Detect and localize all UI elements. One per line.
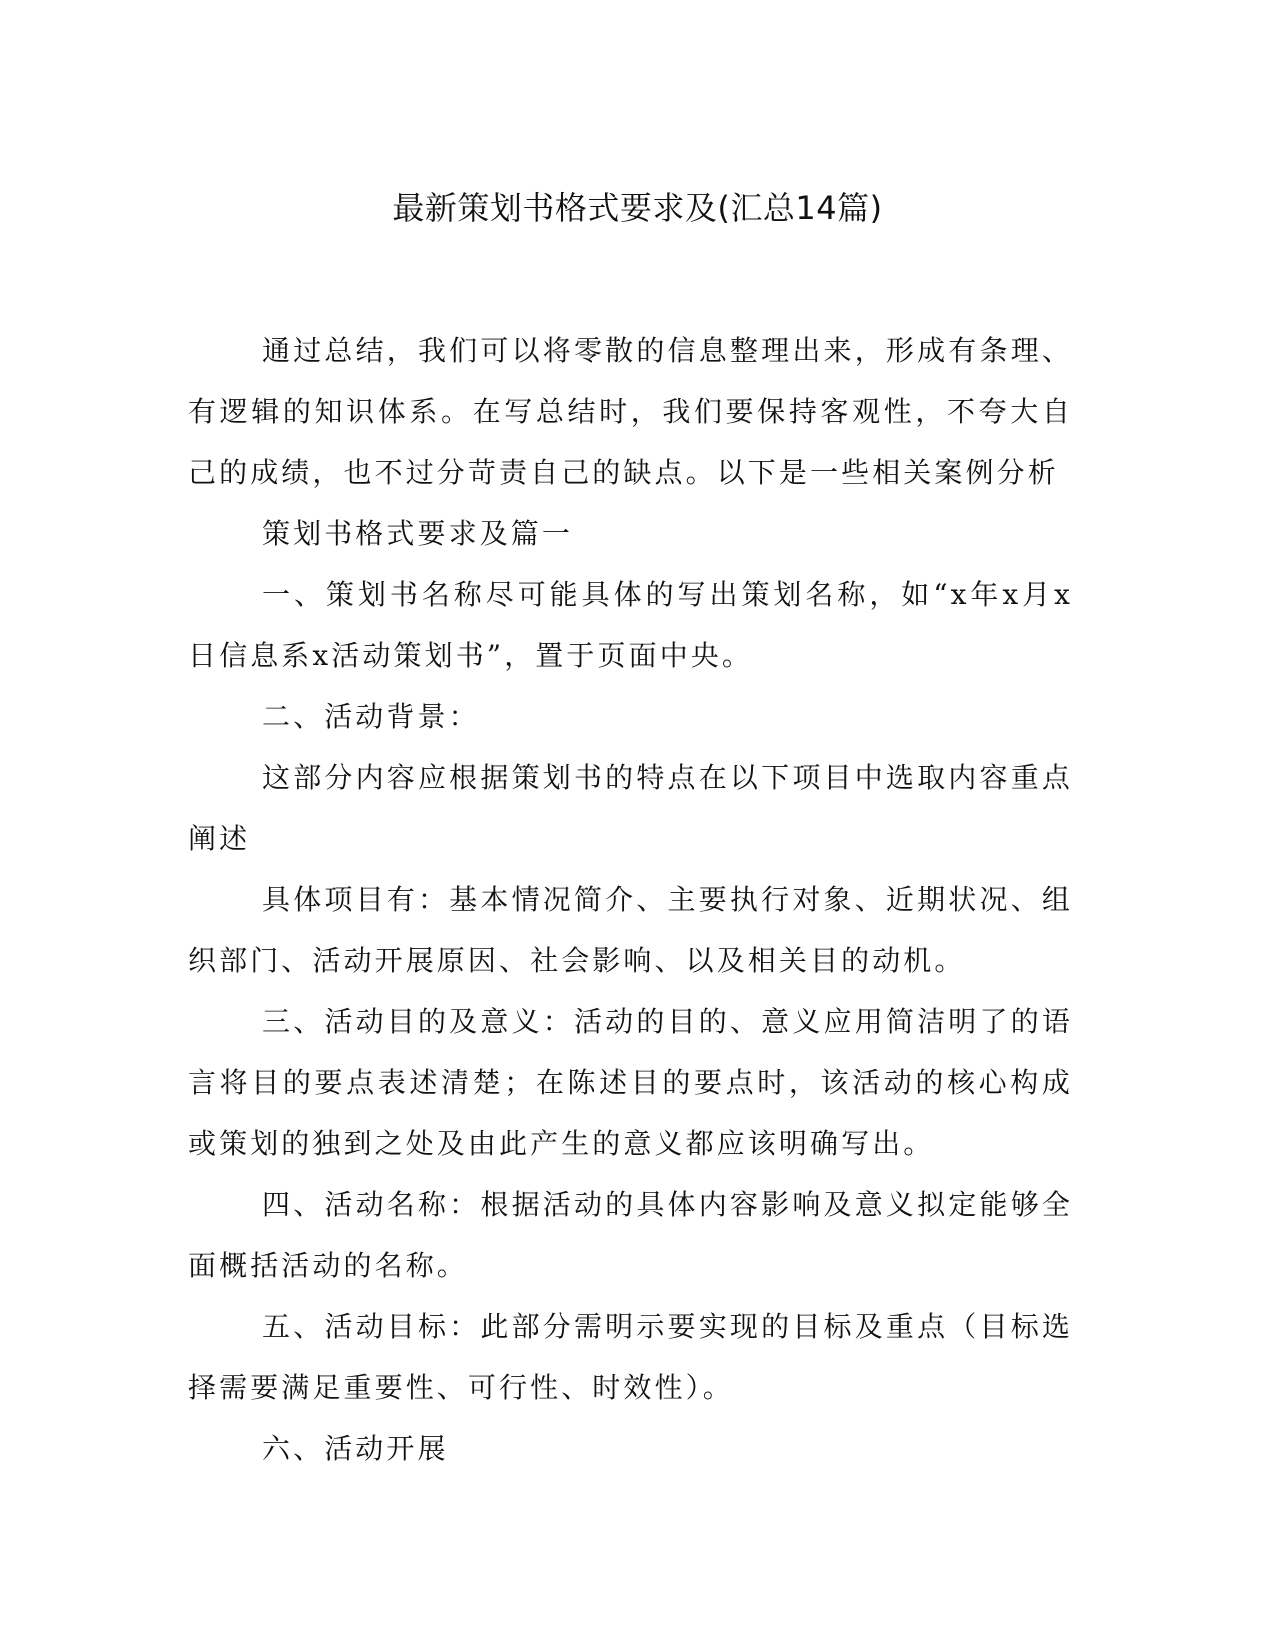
paragraph-item-3: 三、活动目的及意义：活动的目的、意义应用简洁明了的语言将目的要点表述清楚；在陈述目的要点时，该活动的核心构成或策划的独到之处及由此产生的意义都应该明确写出。 (188, 1005, 1073, 1160)
paragraph-item-4: 四、活动名称：根据活动的具体内容影响及意义拟定能够全面概括活动的名称。 (188, 1188, 1073, 1282)
section-heading: 策划书格式要求及篇一 (262, 517, 574, 550)
paragraph-item-1: 一、策划书名称尽可能具体的写出策划名称，如“x年x月x日信息系x活动策划书”，置于页面中央。 (188, 578, 1073, 672)
paragraph-specific-items: 具体项目有：基本情况简介、主要执行对象、近期状况、组织部门、活动开展原因、社会影响、以及相关目的动机。 (188, 883, 1073, 977)
paragraph-item-6: 六、活动开展 (262, 1432, 449, 1465)
intro-paragraph: 通过总结，我们可以将零散的信息整理出来，形成有条理、有逻辑的知识体系。在写总结时，我们要保持客观性，不夸大自己的成绩，也不过分苛责自己的缺点。以下是一些相关案例分析 (188, 334, 1073, 489)
paragraph-item-5: 五、活动目标：此部分需明示要实现的目标及重点（目标选择需要满足重要性、可行性、时效性）。 (188, 1310, 1073, 1404)
paragraph-item-2: 二、活动背景： (262, 700, 480, 733)
document-body (188, 320, 1073, 1479)
document-title: 最新策划书格式要求及(汇总14篇) (392, 189, 883, 227)
paragraph-background-desc: 这部分内容应根据策划书的特点在以下项目中选取内容重点阐述 (188, 761, 1073, 855)
